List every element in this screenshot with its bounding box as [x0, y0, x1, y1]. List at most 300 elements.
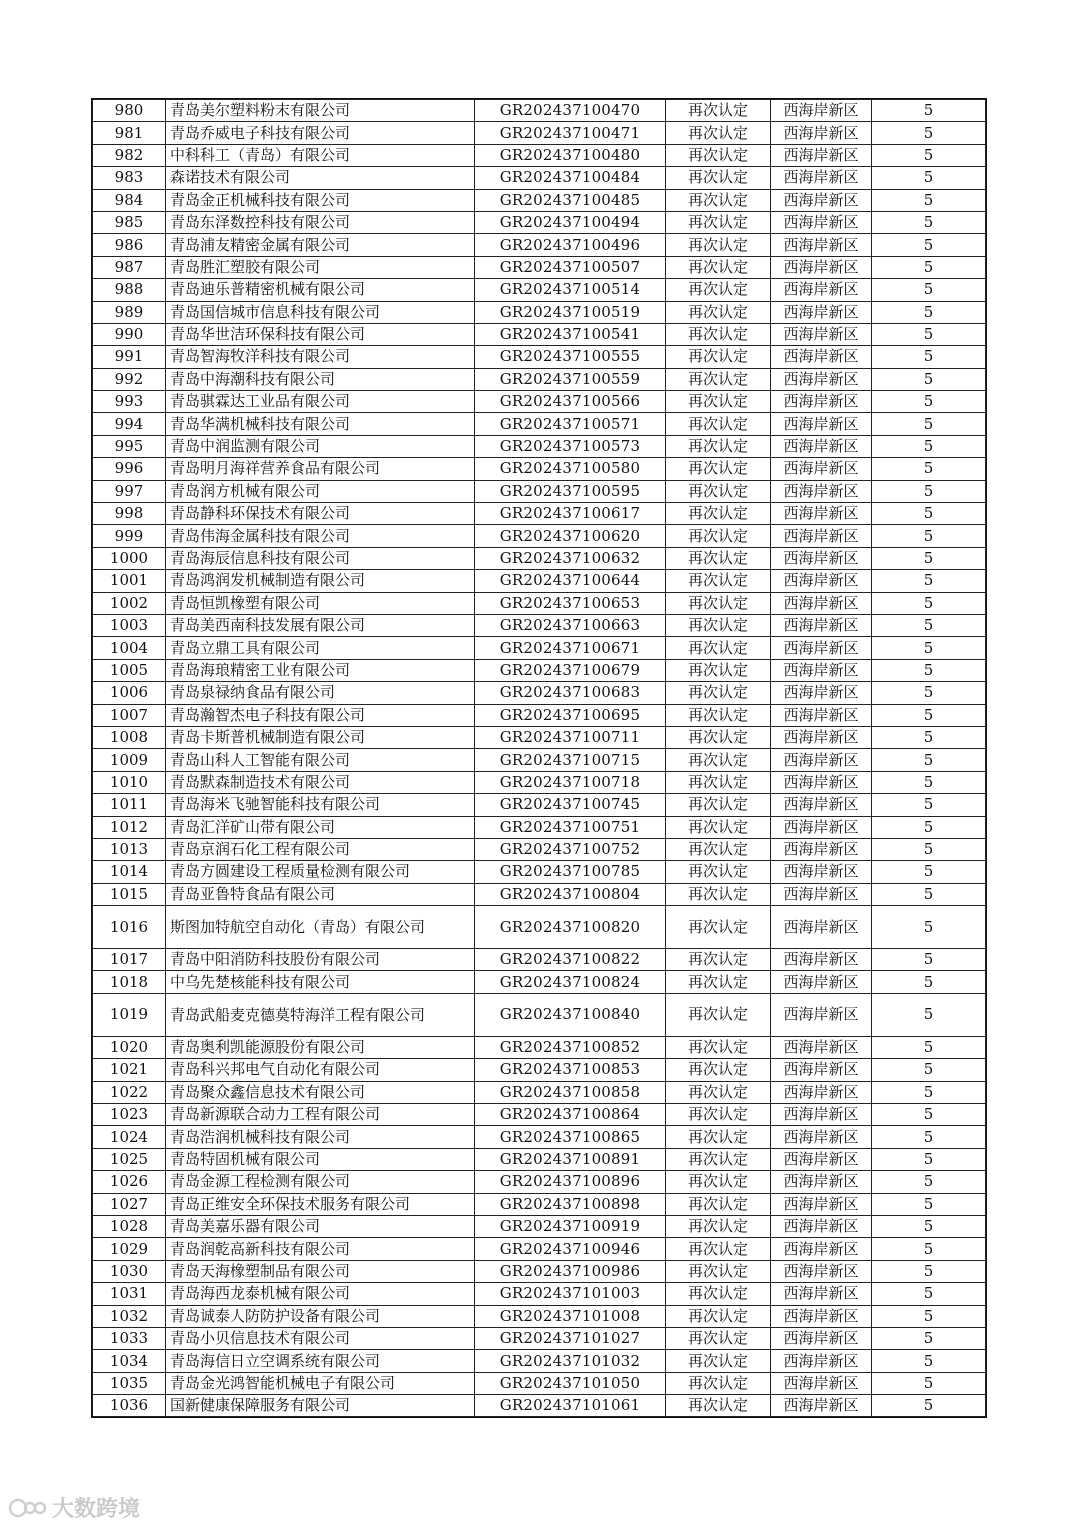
row-number: 1034 [93, 1350, 166, 1372]
validity-count: 5 [872, 906, 986, 949]
certificate-code: GR202437100555 [475, 346, 666, 368]
district: 西海岸新区 [771, 458, 872, 480]
validity-count: 5 [872, 592, 986, 614]
validity-count: 5 [872, 279, 986, 301]
validity-count: 5 [872, 883, 986, 905]
certificate-code: GR202437100480 [475, 144, 666, 166]
district: 西海岸新区 [771, 234, 872, 256]
company-name: 青岛天海橡塑制品有限公司 [166, 1260, 475, 1282]
district: 西海岸新区 [771, 1327, 872, 1349]
certificate-code: GR202437100541 [475, 323, 666, 345]
certification-type: 再次认定 [666, 503, 771, 525]
validity-count: 5 [872, 346, 986, 368]
certificate-code: GR202437100617 [475, 503, 666, 525]
table-row [93, 637, 986, 659]
company-name: 青岛泉禄纳食品有限公司 [166, 682, 475, 704]
table-row [93, 1081, 986, 1103]
table-row [93, 167, 986, 189]
certification-type: 再次认定 [666, 614, 771, 636]
certificate-code: GR202437100671 [475, 637, 666, 659]
certification-type: 再次认定 [666, 1327, 771, 1349]
certification-type: 再次认定 [666, 883, 771, 905]
row-number: 988 [93, 279, 166, 301]
district: 西海岸新区 [771, 1081, 872, 1103]
table-row [93, 323, 986, 345]
table-row [93, 435, 986, 457]
table-row [93, 368, 986, 390]
district: 西海岸新区 [771, 189, 872, 211]
validity-count: 5 [872, 323, 986, 345]
certification-type: 再次认定 [666, 1372, 771, 1394]
row-number: 1028 [93, 1215, 166, 1237]
certificate-code: GR202437100718 [475, 771, 666, 793]
validity-count: 5 [872, 971, 986, 993]
district: 西海岸新区 [771, 211, 872, 233]
certificate-code: GR202437100644 [475, 570, 666, 592]
district: 西海岸新区 [771, 100, 872, 122]
company-name: 青岛中润监测有限公司 [166, 435, 475, 457]
table-row [93, 1148, 986, 1170]
table-row [93, 480, 986, 502]
district: 西海岸新区 [771, 1148, 872, 1170]
row-number: 1000 [93, 547, 166, 569]
certificate-code: GR202437100752 [475, 838, 666, 860]
validity-count: 5 [872, 1104, 986, 1126]
certification-type: 再次认定 [666, 167, 771, 189]
validity-count: 5 [872, 480, 986, 502]
certification-type: 再次认定 [666, 861, 771, 883]
table-row [93, 971, 986, 993]
certificate-code: GR202437100470 [475, 100, 666, 122]
certification-type: 再次认定 [666, 279, 771, 301]
certification-type: 再次认定 [666, 189, 771, 211]
company-name: 青岛海信日立空调系统有限公司 [166, 1350, 475, 1372]
table-row [93, 1215, 986, 1237]
district: 西海岸新区 [771, 861, 872, 883]
row-number: 1015 [93, 883, 166, 905]
certification-type: 再次认定 [666, 413, 771, 435]
validity-count: 5 [872, 1126, 986, 1148]
certification-type: 再次认定 [666, 993, 771, 1036]
row-number: 1005 [93, 659, 166, 681]
certificate-code: GR202437100514 [475, 279, 666, 301]
validity-count: 5 [872, 1283, 986, 1305]
company-name: 青岛特固机械有限公司 [166, 1148, 475, 1170]
district: 西海岸新区 [771, 1395, 872, 1417]
validity-count: 5 [872, 1148, 986, 1170]
validity-count: 5 [872, 1372, 986, 1394]
district: 西海岸新区 [771, 1036, 872, 1058]
row-number: 996 [93, 458, 166, 480]
row-number: 1035 [93, 1372, 166, 1394]
district: 西海岸新区 [771, 993, 872, 1036]
table-row [93, 234, 986, 256]
company-name: 青岛瀚智杰电子科技有限公司 [166, 704, 475, 726]
validity-count: 5 [872, 368, 986, 390]
company-name: 青岛新源联合动力工程有限公司 [166, 1104, 475, 1126]
table-row [93, 122, 986, 144]
certification-type: 再次认定 [666, 1126, 771, 1148]
certification-type: 再次认定 [666, 547, 771, 569]
company-name: 青岛正维安全环保技术服务有限公司 [166, 1193, 475, 1215]
district: 西海岸新区 [771, 503, 872, 525]
watermark-text: 大数跨境 [52, 1497, 141, 1522]
validity-count: 5 [872, 413, 986, 435]
validity-count: 5 [872, 301, 986, 323]
validity-count: 5 [872, 704, 986, 726]
table-row [93, 189, 986, 211]
row-number: 1022 [93, 1081, 166, 1103]
certification-type: 再次认定 [666, 1260, 771, 1282]
district: 西海岸新区 [771, 592, 872, 614]
certificate-code: GR202437101003 [475, 1283, 666, 1305]
certificate-code: GR202437100632 [475, 547, 666, 569]
company-name: 青岛诚泰人防防护设备有限公司 [166, 1305, 475, 1327]
company-name: 青岛京润石化工程有限公司 [166, 838, 475, 860]
table-row [93, 794, 986, 816]
certificate-code: GR202437100986 [475, 1260, 666, 1282]
row-number: 1018 [93, 971, 166, 993]
row-number: 1026 [93, 1171, 166, 1193]
row-number: 981 [93, 122, 166, 144]
company-name: 中科科工（青岛）有限公司 [166, 144, 475, 166]
row-number: 1003 [93, 614, 166, 636]
certification-type: 再次认定 [666, 659, 771, 681]
row-number: 991 [93, 346, 166, 368]
certificate-code: GR202437100679 [475, 659, 666, 681]
district: 西海岸新区 [771, 301, 872, 323]
table-body [93, 100, 986, 1417]
validity-count: 5 [872, 659, 986, 681]
certification-type: 再次认定 [666, 1395, 771, 1417]
row-number: 1010 [93, 771, 166, 793]
certificate-code: GR202437100896 [475, 1171, 666, 1193]
certification-type: 再次认定 [666, 838, 771, 860]
validity-count: 5 [872, 1081, 986, 1103]
row-number: 1012 [93, 816, 166, 838]
validity-count: 5 [872, 816, 986, 838]
row-number: 987 [93, 256, 166, 278]
certification-type: 再次认定 [666, 1036, 771, 1058]
certification-type: 再次认定 [666, 525, 771, 547]
company-name: 青岛海西龙泰机械有限公司 [166, 1283, 475, 1305]
certificate-code: GR202437100595 [475, 480, 666, 502]
district: 西海岸新区 [771, 435, 872, 457]
row-number: 1024 [93, 1126, 166, 1148]
district: 西海岸新区 [771, 838, 872, 860]
certification-type: 再次认定 [666, 346, 771, 368]
district: 西海岸新区 [771, 1305, 872, 1327]
district: 西海岸新区 [771, 346, 872, 368]
district: 西海岸新区 [771, 883, 872, 905]
validity-count: 5 [872, 614, 986, 636]
certificate-code: GR202437100853 [475, 1059, 666, 1081]
row-number: 1021 [93, 1059, 166, 1081]
validity-count: 5 [872, 1350, 986, 1372]
certificate-code: GR202437100494 [475, 211, 666, 233]
table-row [93, 525, 986, 547]
certification-type: 再次认定 [666, 480, 771, 502]
certification-type: 再次认定 [666, 794, 771, 816]
company-name: 青岛智海牧洋科技有限公司 [166, 346, 475, 368]
row-number: 1017 [93, 949, 166, 971]
district: 西海岸新区 [771, 391, 872, 413]
district: 西海岸新区 [771, 949, 872, 971]
table-row [93, 100, 986, 122]
validity-count: 5 [872, 100, 986, 122]
certificate-code: GR202437100663 [475, 614, 666, 636]
row-number: 1011 [93, 794, 166, 816]
company-name: 青岛东泽数控科技有限公司 [166, 211, 475, 233]
company-name: 青岛默森制造技术有限公司 [166, 771, 475, 793]
certificate-code: GR202437101032 [475, 1350, 666, 1372]
certification-type: 再次认定 [666, 234, 771, 256]
district: 西海岸新区 [771, 480, 872, 502]
certificate-code: GR202437100864 [475, 1104, 666, 1126]
table-row [93, 144, 986, 166]
certification-type: 再次认定 [666, 949, 771, 971]
table-row [93, 256, 986, 278]
validity-count: 5 [872, 525, 986, 547]
certificate-code: GR202437100519 [475, 301, 666, 323]
district: 西海岸新区 [771, 771, 872, 793]
company-name: 斯图加特航空自动化（青岛）有限公司 [166, 906, 475, 949]
certificate-code: GR202437100745 [475, 794, 666, 816]
company-name: 青岛迪乐普精密机械有限公司 [166, 279, 475, 301]
company-name: 青岛鸿润发机械制造有限公司 [166, 570, 475, 592]
row-number: 1023 [93, 1104, 166, 1126]
row-number: 994 [93, 413, 166, 435]
district: 西海岸新区 [771, 682, 872, 704]
table-row [93, 1350, 986, 1372]
company-name: 青岛中阳消防科技股份有限公司 [166, 949, 475, 971]
district: 西海岸新区 [771, 1238, 872, 1260]
company-name: 青岛亚鲁特食品有限公司 [166, 883, 475, 905]
company-name: 青岛伟海金属科技有限公司 [166, 525, 475, 547]
certificate-code: GR202437101050 [475, 1372, 666, 1394]
certification-type: 再次认定 [666, 211, 771, 233]
validity-count: 5 [872, 993, 986, 1036]
row-number: 1008 [93, 726, 166, 748]
company-table [92, 99, 986, 1417]
certification-type: 再次认定 [666, 771, 771, 793]
table-row [93, 1395, 986, 1417]
certificate-code: GR202437100785 [475, 861, 666, 883]
certification-type: 再次认定 [666, 726, 771, 748]
row-number: 990 [93, 323, 166, 345]
company-name: 青岛华满机械科技有限公司 [166, 413, 475, 435]
district: 西海岸新区 [771, 1283, 872, 1305]
certificate-code: GR202437100496 [475, 234, 666, 256]
table-row [93, 547, 986, 569]
row-number: 986 [93, 234, 166, 256]
row-number: 1033 [93, 1327, 166, 1349]
company-name: 青岛奥利凯能源股份有限公司 [166, 1036, 475, 1058]
district: 西海岸新区 [771, 1260, 872, 1282]
validity-count: 5 [872, 570, 986, 592]
certification-type: 再次认定 [666, 323, 771, 345]
table-row [93, 838, 986, 860]
company-name: 青岛海辰信息科技有限公司 [166, 547, 475, 569]
district: 西海岸新区 [771, 1171, 872, 1193]
certificate-code: GR202437100571 [475, 413, 666, 435]
certificate-code: GR202437100580 [475, 458, 666, 480]
district: 西海岸新区 [771, 279, 872, 301]
table-row [93, 1305, 986, 1327]
row-number: 1007 [93, 704, 166, 726]
validity-count: 5 [872, 682, 986, 704]
row-number: 1027 [93, 1193, 166, 1215]
certificate-code: GR202437100711 [475, 726, 666, 748]
table-row [93, 704, 986, 726]
row-number: 999 [93, 525, 166, 547]
row-number: 1013 [93, 838, 166, 860]
company-name: 青岛乔威电子科技有限公司 [166, 122, 475, 144]
row-number: 1032 [93, 1305, 166, 1327]
validity-count: 5 [872, 794, 986, 816]
certificate-code: GR202437100898 [475, 1193, 666, 1215]
certification-type: 再次认定 [666, 144, 771, 166]
certification-type: 再次认定 [666, 1350, 771, 1372]
certificate-code: GR202437100840 [475, 993, 666, 1036]
district: 西海岸新区 [771, 726, 872, 748]
certificate-code: GR202437100485 [475, 189, 666, 211]
certificate-code: GR202437100751 [475, 816, 666, 838]
certification-type: 再次认定 [666, 1059, 771, 1081]
certificate-code: GR202437101027 [475, 1327, 666, 1349]
table-row [93, 1104, 986, 1126]
row-number: 982 [93, 144, 166, 166]
table-row [93, 301, 986, 323]
company-name: 青岛华世洁环保科技有限公司 [166, 323, 475, 345]
certificate-code: GR202437100891 [475, 1148, 666, 1170]
district: 西海岸新区 [771, 323, 872, 345]
district: 西海岸新区 [771, 1104, 872, 1126]
company-name: 青岛胜汇塑胶有限公司 [166, 256, 475, 278]
certification-type: 再次认定 [666, 1148, 771, 1170]
row-number: 1016 [93, 906, 166, 949]
certificate-code: GR202437101061 [475, 1395, 666, 1417]
certification-type: 再次认定 [666, 749, 771, 771]
validity-count: 5 [872, 726, 986, 748]
table-row [93, 1283, 986, 1305]
certification-type: 再次认定 [666, 368, 771, 390]
certificate-code: GR202437100566 [475, 391, 666, 413]
company-name: 青岛浩润机械科技有限公司 [166, 1126, 475, 1148]
company-name: 青岛立鼎工具有限公司 [166, 637, 475, 659]
row-number: 1036 [93, 1395, 166, 1417]
row-number: 1001 [93, 570, 166, 592]
company-name: 青岛海米飞驰智能科技有限公司 [166, 794, 475, 816]
validity-count: 5 [872, 861, 986, 883]
certificate-code: GR202437100559 [475, 368, 666, 390]
logo-icon [8, 1496, 50, 1520]
row-number: 983 [93, 167, 166, 189]
certification-type: 再次认定 [666, 301, 771, 323]
row-number: 1019 [93, 993, 166, 1036]
district: 西海岸新区 [771, 971, 872, 993]
certificate-code: GR202437100822 [475, 949, 666, 971]
table-row [93, 1126, 986, 1148]
certificate-code: GR202437100683 [475, 682, 666, 704]
table-row [93, 1372, 986, 1394]
district: 西海岸新区 [771, 144, 872, 166]
validity-count: 5 [872, 1215, 986, 1237]
row-number: 1030 [93, 1260, 166, 1282]
certification-type: 再次认定 [666, 971, 771, 993]
validity-count: 5 [872, 1305, 986, 1327]
table-row [93, 1260, 986, 1282]
company-name: 青岛海琅精密工业有限公司 [166, 659, 475, 681]
company-name: 青岛恒凯橡塑有限公司 [166, 592, 475, 614]
certificate-code: GR202437100852 [475, 1036, 666, 1058]
validity-count: 5 [872, 435, 986, 457]
company-name: 青岛国信城市信息科技有限公司 [166, 301, 475, 323]
row-number: 989 [93, 301, 166, 323]
district: 西海岸新区 [771, 1350, 872, 1372]
district: 西海岸新区 [771, 368, 872, 390]
company-name: 青岛卡斯普机械制造有限公司 [166, 726, 475, 748]
company-name: 森诺技术有限公司 [166, 167, 475, 189]
certification-type: 再次认定 [666, 256, 771, 278]
company-name: 青岛美嘉乐器有限公司 [166, 1215, 475, 1237]
district: 西海岸新区 [771, 1372, 872, 1394]
certification-type: 再次认定 [666, 816, 771, 838]
district: 西海岸新区 [771, 413, 872, 435]
certification-type: 再次认定 [666, 1081, 771, 1103]
validity-count: 5 [872, 234, 986, 256]
certificate-code: GR202437100858 [475, 1081, 666, 1103]
certification-type: 再次认定 [666, 1215, 771, 1237]
certification-type: 再次认定 [666, 906, 771, 949]
table-row [93, 1193, 986, 1215]
validity-count: 5 [872, 1395, 986, 1417]
company-name: 国新健康保障服务有限公司 [166, 1395, 475, 1417]
company-name: 青岛聚众鑫信息技术有限公司 [166, 1081, 475, 1103]
certificate-code: GR202437100507 [475, 256, 666, 278]
validity-count: 5 [872, 1238, 986, 1260]
certificate-code: GR202437101008 [475, 1305, 666, 1327]
certification-type: 再次认定 [666, 570, 771, 592]
validity-count: 5 [872, 1193, 986, 1215]
validity-count: 5 [872, 144, 986, 166]
certificate-code: GR202437100695 [475, 704, 666, 726]
certification-type: 再次认定 [666, 1171, 771, 1193]
company-name: 青岛静科环保技术有限公司 [166, 503, 475, 525]
table-row [93, 682, 986, 704]
row-number: 1004 [93, 637, 166, 659]
district: 西海岸新区 [771, 906, 872, 949]
row-number: 984 [93, 189, 166, 211]
certification-type: 再次认定 [666, 391, 771, 413]
certificate-code: GR202437100946 [475, 1238, 666, 1260]
certificate-code: GR202437100471 [475, 122, 666, 144]
table-row [93, 659, 986, 681]
company-name: 青岛明月海祥营养食品有限公司 [166, 458, 475, 480]
certificate-code: GR202437100865 [475, 1126, 666, 1148]
district: 西海岸新区 [771, 547, 872, 569]
table-row [93, 458, 986, 480]
validity-count: 5 [872, 637, 986, 659]
certification-type: 再次认定 [666, 704, 771, 726]
row-number: 1020 [93, 1036, 166, 1058]
certification-type: 再次认定 [666, 435, 771, 457]
company-name: 青岛美尔塑料粉末有限公司 [166, 100, 475, 122]
company-name: 青岛山科人工智能有限公司 [166, 749, 475, 771]
table-row [93, 570, 986, 592]
certification-type: 再次认定 [666, 592, 771, 614]
validity-count: 5 [872, 256, 986, 278]
